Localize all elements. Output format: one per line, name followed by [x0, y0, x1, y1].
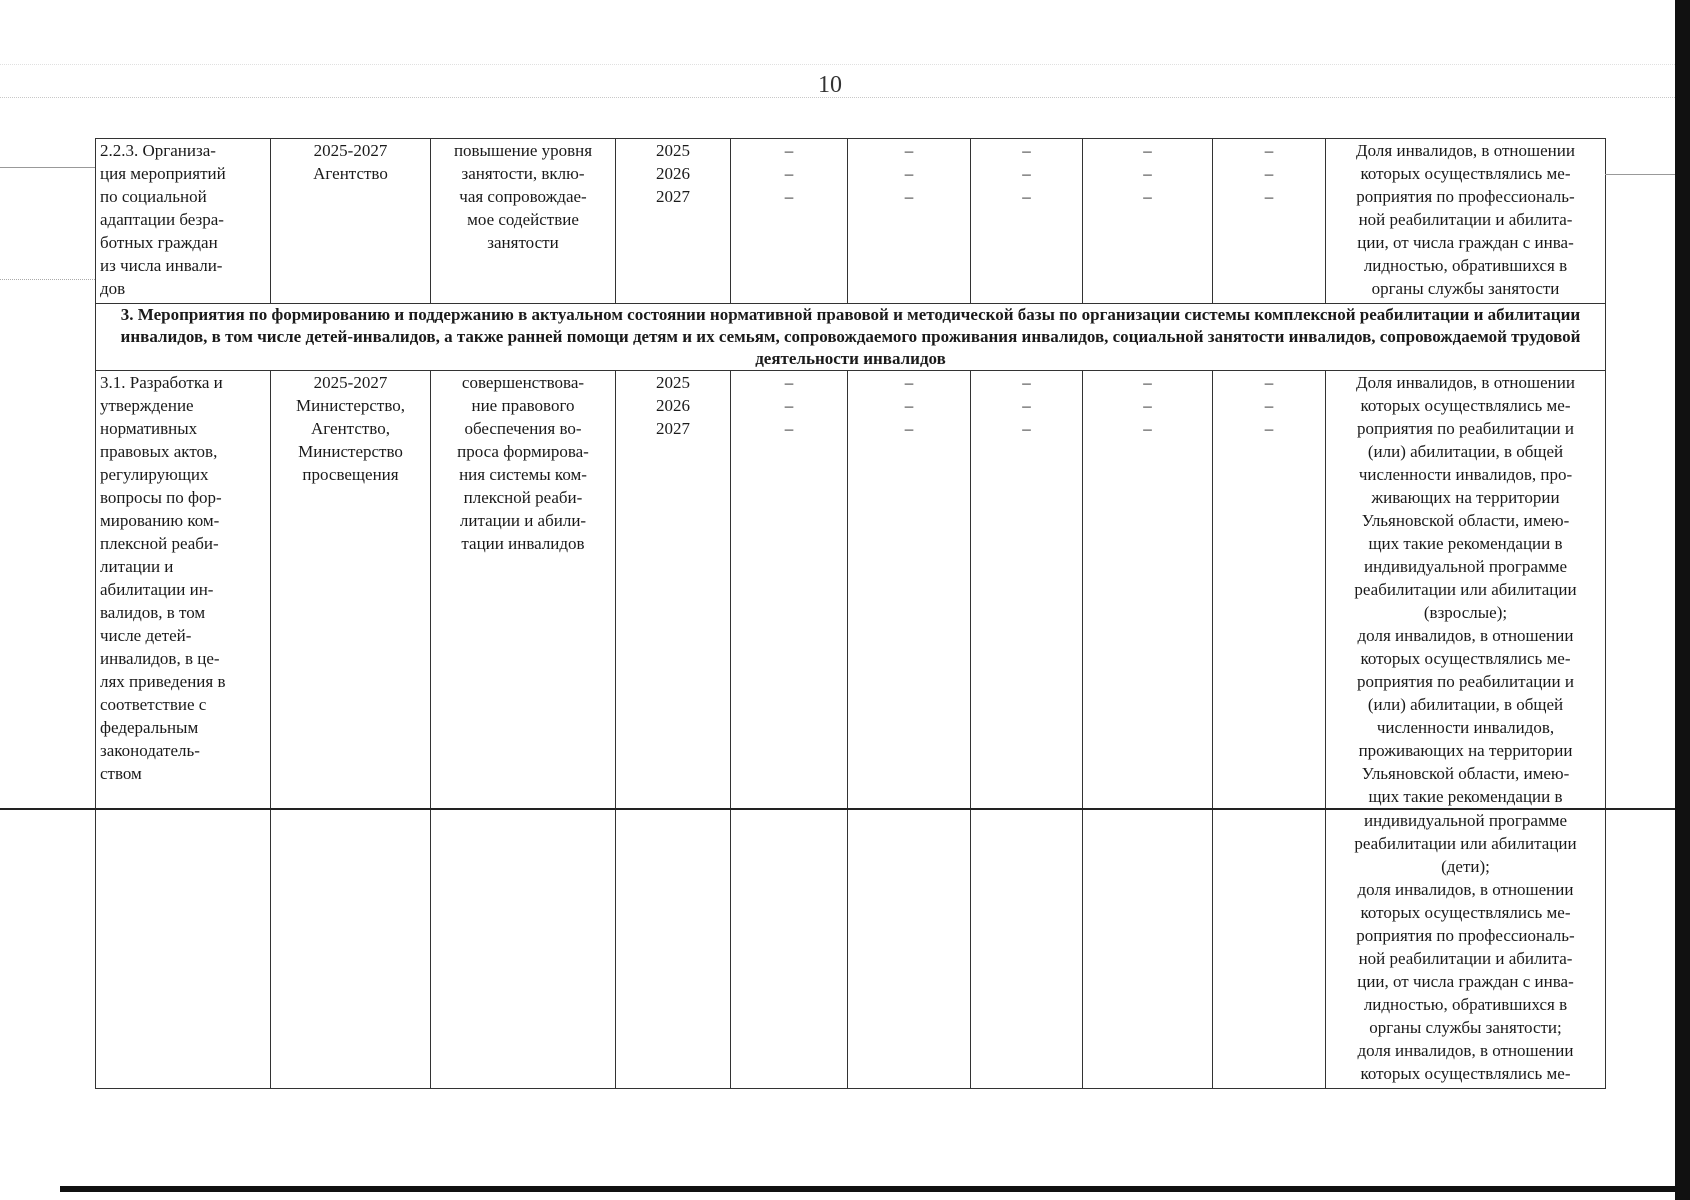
section-3-title: 3. Мероприятия по формированию и поддержанию в актуальном состоянии нормативной правовой и методической базы по организации системы комплексной реабилитации и абилитации инвалидов, в том числе детей-инвалидов, а также ранней помощи детям и их семьям, сопровождаемого проживания инвалидов, социальной занятости инвалидов, сопровождаемой трудовой деятельности инвалидов [96, 304, 1606, 371]
scan-edge-shadow [1675, 0, 1690, 1200]
funding-cell: – – – [848, 371, 971, 809]
scan-edge-shadow [60, 1186, 1690, 1192]
funding-cell: – – – [1213, 139, 1326, 304]
measure-name-cell: 2.2.3. Организа- ция мероприятий по социальной адаптации безра- ботных граждан из числа инвали- дов [96, 139, 271, 304]
years-cell: 2025 2026 2027 [616, 371, 731, 809]
funding-cell: – – – [731, 139, 848, 304]
table-row-2-2-3 [96, 139, 1606, 304]
executor-text: Министерство, Агентство, Министерство просвещения [295, 396, 406, 484]
scan-artifact-line [1605, 174, 1675, 175]
empty-cell [96, 809, 271, 1089]
funding-cell: – – – [1083, 139, 1213, 304]
funding-cell: – – – [1083, 371, 1213, 809]
table-row-3-1 [96, 371, 1606, 809]
table-row-3-1-continued [96, 809, 1606, 1089]
indicator-cell: Доля инвалидов, в отношении которых осуществлялись ме- роприятия по реабилитации и (или) абилитации, в общей численности инвалидов, про- живающих на территории Ульяновской области, имею- щих такие рекомендации в индивидуальной программе реабилитации или абилитации (взрослые); доля инвалидов, в отношении которых осуществлялись ме- роприятия по реабилитации и (или) абилитации, в общей численности инвалидов, проживающих на территории Ульяновской области, имею- щих такие рекомендации в [1326, 371, 1606, 809]
program-measures-table [95, 138, 1606, 1089]
indicator-cell: индивидуальной программе реабилитации или абилитации (дети); доля инвалидов, в отношении которых осуществлялись ме- роприятия по профессиональ- ной реабилитации и абилита- ции, от числа граждан с инва- лидностью, обратившихся в органы службы занятости; доля инвалидов, в отношении которых осуществлялись ме- [1326, 809, 1606, 1089]
empty-cell [1083, 809, 1213, 1089]
measure-name-cell: 3.1. Разработка и утверждение нормативных правовых актов, регулирующих вопросы по фор- мированию ком- плексной реаби- литации и абилитации ин- валидов, в том числе детей- инвалидов, в це- лях приведения в соответствие с федеральным законодатель- ством [96, 371, 271, 809]
scan-artifact-line [0, 64, 1675, 65]
empty-cell [431, 809, 616, 1089]
years-cell: 2025 2026 2027 [616, 139, 731, 304]
executor-text: Агентство [313, 164, 388, 183]
expected-result-cell: совершенствова- ние правового обеспечения во- проса формирова- ния системы ком- плексной реаби- литации и абили- тации инвалидов [431, 371, 616, 809]
empty-cell [731, 809, 848, 1089]
empty-cell [616, 809, 731, 1089]
page-number: 10 [818, 72, 842, 98]
scan-artifact-line [0, 167, 95, 168]
period-executor-cell [271, 371, 431, 809]
funding-cell: – – – [848, 139, 971, 304]
funding-cell: – – – [971, 139, 1083, 304]
empty-cell [971, 809, 1083, 1089]
funding-cell: – – – [1213, 371, 1326, 809]
indicator-cell: Доля инвалидов, в отношении которых осуществлялись ме- роприятия по профессиональ- ной реабилитации и абилита- ции, от числа граждан с инва- лидностью, обратившихся в органы службы занятости [1326, 139, 1606, 304]
scan-fold-line [0, 808, 1675, 810]
scan-artifact-line [0, 279, 95, 280]
funding-cell: – – – [971, 371, 1083, 809]
section-3-header-row [96, 304, 1606, 371]
expected-result-cell: повышение уровня занятости, вклю- чая сопровождае- мое содействие занятости [431, 139, 616, 304]
empty-cell [1213, 809, 1326, 1089]
funding-cell: – – – [731, 371, 848, 809]
empty-cell [271, 809, 431, 1089]
period-executor-cell [271, 139, 431, 304]
empty-cell [848, 809, 971, 1089]
period-text: 2025-2027 [313, 141, 388, 160]
period-text: 2025-2027 [313, 373, 388, 392]
